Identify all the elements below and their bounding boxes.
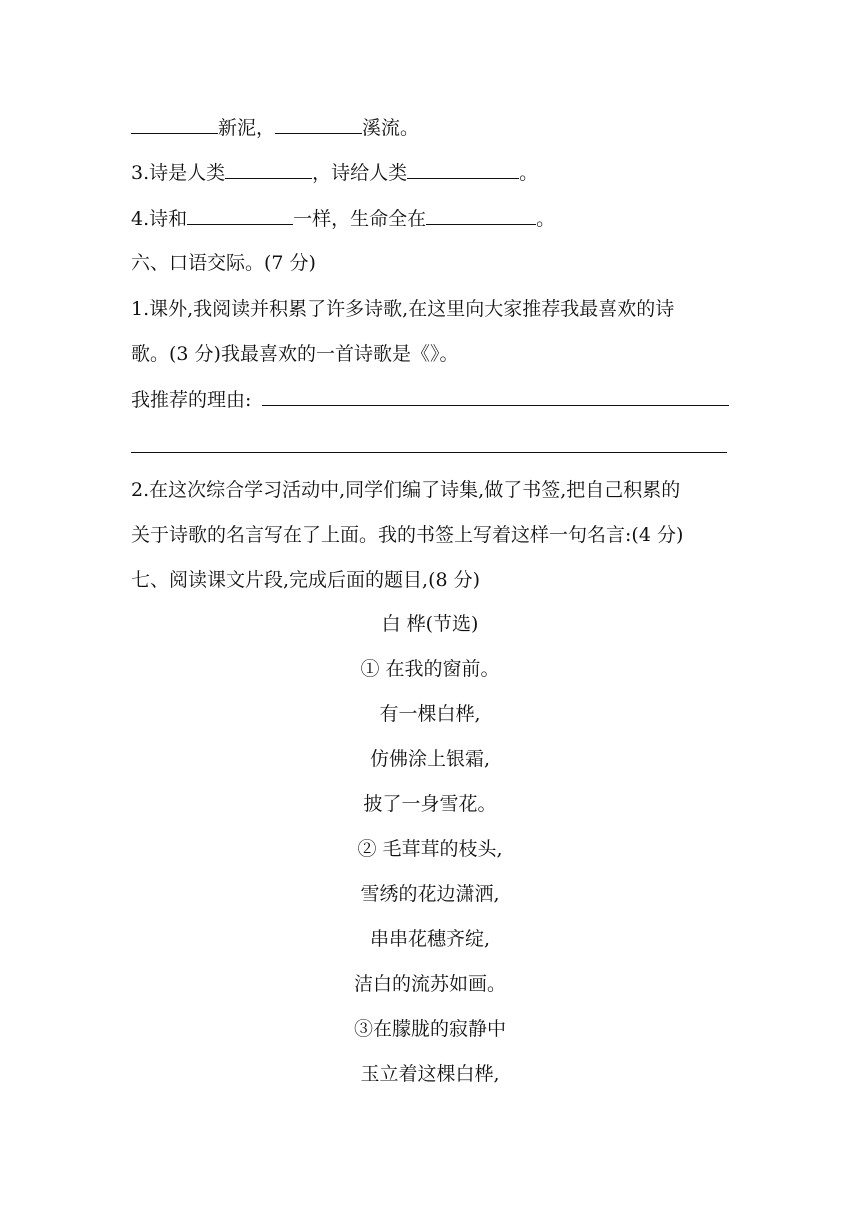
question-2-text-cont: 关于诗歌的名言写在了上面。我的书签上写着这样一句名言:(4 分) (131, 524, 684, 546)
poem-line: 雪绣的花边潇洒, (360, 883, 500, 905)
line-text: 3.诗是人类 (131, 162, 226, 184)
poem-line: 洁白的流苏如画。 (353, 973, 506, 995)
line-text: ，诗给人类 (312, 162, 408, 184)
question-1-text: 1.课外,我阅读并积累了许多诗歌,在这里向大家推荐我最喜欢的诗 (131, 298, 675, 320)
fill-in-line-3 (131, 160, 538, 185)
poem-line: ③在朦胧的寂静中 (353, 1018, 506, 1040)
poem-line: ② 毛茸茸的枝头, (357, 838, 503, 860)
question-1-text-cont: 歌。(3 分)我最喜欢的一首诗歌是《》。 (131, 343, 459, 365)
poem-line: 有一棵白桦, (379, 703, 481, 725)
reason-answer-line-2[interactable] (131, 452, 727, 453)
line-text: 一样，生命全在 (293, 208, 427, 230)
poem-line: 披了一身雪花。 (363, 793, 497, 815)
answer-blank[interactable] (131, 115, 218, 134)
poem-line: 串串花穗齐绽, (369, 928, 491, 950)
line-text: 新泥， (218, 117, 276, 139)
poem-title: 白 桦(节选) (381, 613, 479, 635)
reason-label: 我推荐的理由: (131, 389, 252, 411)
answer-blank[interactable] (225, 160, 312, 179)
answer-blank[interactable] (407, 160, 519, 179)
answer-blank[interactable] (187, 206, 293, 225)
fill-in-line-4 (131, 206, 555, 231)
line-text: 溪流。 (362, 117, 420, 139)
line-text: 。 (536, 208, 556, 230)
poem-line: ① 在我的窗前。 (360, 658, 500, 680)
answer-blank[interactable] (275, 115, 362, 134)
poem-line: 玉立着这棵白桦, (360, 1063, 500, 1085)
line-text: 4.诗和 (131, 208, 188, 230)
fill-in-line-2 (131, 115, 419, 140)
line-text: 。 (519, 162, 539, 184)
poem-line: 仿佛涂上银霜, (369, 748, 491, 770)
answer-blank[interactable] (426, 206, 536, 225)
section-6-heading: 六、口语交际。(7 分) (131, 252, 316, 274)
question-2-text: 2.在这次综合学习活动中,同学们编了诗集,做了书签,把自己积累的 (131, 479, 681, 501)
reason-answer-line[interactable] (262, 405, 729, 406)
section-7-heading: 七、阅读课文片段,完成后面的题目,(8 分) (131, 569, 481, 591)
